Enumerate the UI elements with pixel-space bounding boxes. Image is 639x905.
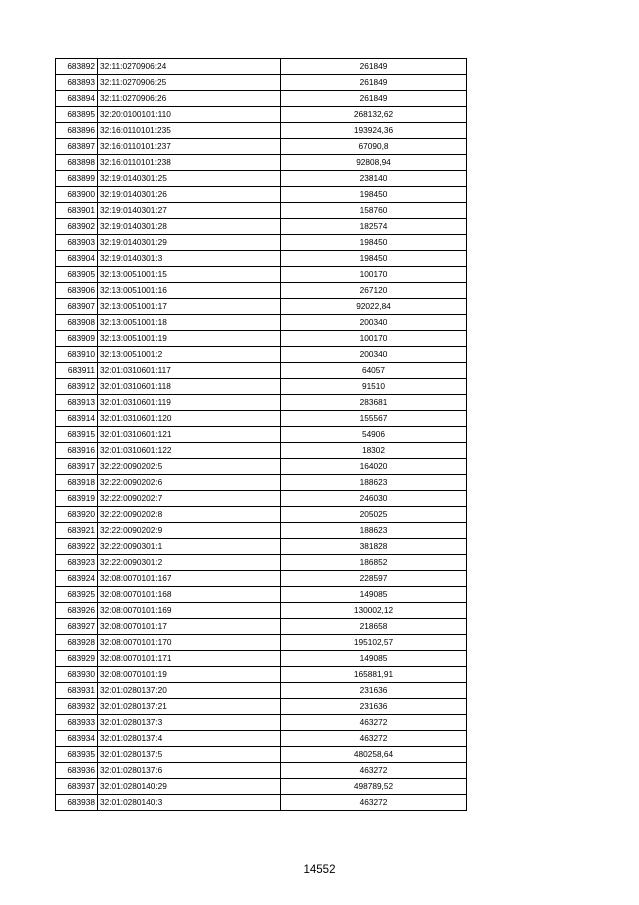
cadastral-number-cell: 32:19:0140301:27 bbox=[98, 203, 281, 219]
table-row bbox=[56, 571, 467, 587]
record-number-cell: 683931 bbox=[56, 683, 98, 699]
cadastral-number-cell: 32:13:0051001:17 bbox=[98, 299, 281, 315]
record-number-cell: 683934 bbox=[56, 731, 98, 747]
table-row bbox=[56, 171, 467, 187]
cadastral-value-cell: 165881,91 bbox=[281, 667, 467, 683]
table-row bbox=[56, 523, 467, 539]
record-number-cell: 683904 bbox=[56, 251, 98, 267]
cadastral-number-cell: 32:01:0280137:3 bbox=[98, 715, 281, 731]
table-row bbox=[56, 603, 467, 619]
registry-table-body bbox=[56, 59, 467, 811]
record-number-cell: 683893 bbox=[56, 75, 98, 91]
cadastral-value-cell: 198450 bbox=[281, 235, 467, 251]
cadastral-value-cell: 67090,8 bbox=[281, 139, 467, 155]
cadastral-value-cell: 195102,57 bbox=[281, 635, 467, 651]
record-number-cell: 683938 bbox=[56, 795, 98, 811]
cadastral-value-cell: 463272 bbox=[281, 763, 467, 779]
cadastral-number-cell: 32:08:0070101:171 bbox=[98, 651, 281, 667]
cadastral-value-cell: 100170 bbox=[281, 267, 467, 283]
cadastral-number-cell: 32:22:0090202:9 bbox=[98, 523, 281, 539]
record-number-cell: 683897 bbox=[56, 139, 98, 155]
record-number-cell: 683900 bbox=[56, 187, 98, 203]
cadastral-value-cell: 155567 bbox=[281, 411, 467, 427]
table-row bbox=[56, 267, 467, 283]
cadastral-number-cell: 32:11:0270906:26 bbox=[98, 91, 281, 107]
cadastral-number-cell: 32:01:0280137:21 bbox=[98, 699, 281, 715]
table-row bbox=[56, 539, 467, 555]
record-number-cell: 683919 bbox=[56, 491, 98, 507]
table-row bbox=[56, 155, 467, 171]
cadastral-value-cell: 268132,62 bbox=[281, 107, 467, 123]
cadastral-value-cell: 198450 bbox=[281, 251, 467, 267]
record-number-cell: 683912 bbox=[56, 379, 98, 395]
record-number-cell: 683907 bbox=[56, 299, 98, 315]
table-row bbox=[56, 283, 467, 299]
cadastral-value-cell: 246030 bbox=[281, 491, 467, 507]
record-number-cell: 683895 bbox=[56, 107, 98, 123]
record-number-cell: 683894 bbox=[56, 91, 98, 107]
record-number-cell: 683913 bbox=[56, 395, 98, 411]
cadastral-value-cell: 261849 bbox=[281, 91, 467, 107]
cadastral-value-cell: 182574 bbox=[281, 219, 467, 235]
record-number-cell: 683935 bbox=[56, 747, 98, 763]
table-row bbox=[56, 587, 467, 603]
table-row bbox=[56, 779, 467, 795]
record-number-cell: 683926 bbox=[56, 603, 98, 619]
table-row bbox=[56, 411, 467, 427]
cadastral-number-cell: 32:22:0090301:1 bbox=[98, 539, 281, 555]
table-row bbox=[56, 683, 467, 699]
cadastral-value-cell: 64057 bbox=[281, 363, 467, 379]
cadastral-number-cell: 32:01:0280140:29 bbox=[98, 779, 281, 795]
cadastral-value-cell: 218658 bbox=[281, 619, 467, 635]
cadastral-value-cell: 198450 bbox=[281, 187, 467, 203]
cadastral-value-cell: 149085 bbox=[281, 651, 467, 667]
cadastral-value-cell: 54906 bbox=[281, 427, 467, 443]
cadastral-value-cell: 381828 bbox=[281, 539, 467, 555]
cadastral-number-cell: 32:08:0070101:167 bbox=[98, 571, 281, 587]
cadastral-number-cell: 32:22:0090202:5 bbox=[98, 459, 281, 475]
table-row bbox=[56, 635, 467, 651]
cadastral-number-cell: 32:16:0110101:238 bbox=[98, 155, 281, 171]
record-number-cell: 683932 bbox=[56, 699, 98, 715]
record-number-cell: 683925 bbox=[56, 587, 98, 603]
cadastral-value-cell: 193924,36 bbox=[281, 123, 467, 139]
cadastral-number-cell: 32:22:0090202:8 bbox=[98, 507, 281, 523]
cadastral-number-cell: 32:20:0100101:110 bbox=[98, 107, 281, 123]
cadastral-number-cell: 32:08:0070101:169 bbox=[98, 603, 281, 619]
table-row bbox=[56, 507, 467, 523]
registry-table bbox=[55, 58, 467, 811]
cadastral-number-cell: 32:08:0070101:170 bbox=[98, 635, 281, 651]
cadastral-value-cell: 200340 bbox=[281, 315, 467, 331]
table-row bbox=[56, 235, 467, 251]
cadastral-number-cell: 32:19:0140301:25 bbox=[98, 171, 281, 187]
cadastral-number-cell: 32:01:0310601:120 bbox=[98, 411, 281, 427]
table-row bbox=[56, 315, 467, 331]
table-row bbox=[56, 363, 467, 379]
record-number-cell: 683933 bbox=[56, 715, 98, 731]
table-row bbox=[56, 475, 467, 491]
record-number-cell: 683922 bbox=[56, 539, 98, 555]
cadastral-value-cell: 149085 bbox=[281, 587, 467, 603]
cadastral-value-cell: 92808,94 bbox=[281, 155, 467, 171]
cadastral-number-cell: 32:16:0110101:235 bbox=[98, 123, 281, 139]
record-number-cell: 683910 bbox=[56, 347, 98, 363]
record-number-cell: 683921 bbox=[56, 523, 98, 539]
record-number-cell: 683906 bbox=[56, 283, 98, 299]
cadastral-value-cell: 463272 bbox=[281, 795, 467, 811]
cadastral-number-cell: 32:11:0270906:25 bbox=[98, 75, 281, 91]
table-row bbox=[56, 619, 467, 635]
cadastral-number-cell: 32:08:0070101:168 bbox=[98, 587, 281, 603]
record-number-cell: 683929 bbox=[56, 651, 98, 667]
table-row bbox=[56, 667, 467, 683]
cadastral-number-cell: 32:22:0090301:2 bbox=[98, 555, 281, 571]
cadastral-value-cell: 480258,64 bbox=[281, 747, 467, 763]
record-number-cell: 683903 bbox=[56, 235, 98, 251]
record-number-cell: 683927 bbox=[56, 619, 98, 635]
record-number-cell: 683896 bbox=[56, 123, 98, 139]
cadastral-value-cell: 158760 bbox=[281, 203, 467, 219]
cadastral-value-cell: 231636 bbox=[281, 683, 467, 699]
cadastral-number-cell: 32:08:0070101:19 bbox=[98, 667, 281, 683]
cadastral-number-cell: 32:19:0140301:28 bbox=[98, 219, 281, 235]
table-row bbox=[56, 731, 467, 747]
table-row bbox=[56, 379, 467, 395]
cadastral-value-cell: 498789,52 bbox=[281, 779, 467, 795]
record-number-cell: 683914 bbox=[56, 411, 98, 427]
cadastral-value-cell: 231636 bbox=[281, 699, 467, 715]
cadastral-value-cell: 261849 bbox=[281, 75, 467, 91]
cadastral-number-cell: 32:13:0051001:2 bbox=[98, 347, 281, 363]
table-row bbox=[56, 763, 467, 779]
table-row bbox=[56, 187, 467, 203]
table-row bbox=[56, 331, 467, 347]
cadastral-value-cell: 130002,12 bbox=[281, 603, 467, 619]
table-row bbox=[56, 747, 467, 763]
table-row bbox=[56, 459, 467, 475]
table-row bbox=[56, 443, 467, 459]
cadastral-value-cell: 463272 bbox=[281, 731, 467, 747]
table-row bbox=[56, 75, 467, 91]
table-row bbox=[56, 91, 467, 107]
cadastral-value-cell: 164020 bbox=[281, 459, 467, 475]
cadastral-value-cell: 186852 bbox=[281, 555, 467, 571]
cadastral-number-cell: 32:22:0090202:7 bbox=[98, 491, 281, 507]
table-row bbox=[56, 699, 467, 715]
table-row bbox=[56, 107, 467, 123]
record-number-cell: 683908 bbox=[56, 315, 98, 331]
cadastral-value-cell: 91510 bbox=[281, 379, 467, 395]
cadastral-value-cell: 188623 bbox=[281, 475, 467, 491]
record-number-cell: 683917 bbox=[56, 459, 98, 475]
record-number-cell: 683899 bbox=[56, 171, 98, 187]
record-number-cell: 683905 bbox=[56, 267, 98, 283]
record-number-cell: 683902 bbox=[56, 219, 98, 235]
record-number-cell: 683909 bbox=[56, 331, 98, 347]
record-number-cell: 683937 bbox=[56, 779, 98, 795]
table-row bbox=[56, 715, 467, 731]
cadastral-value-cell: 100170 bbox=[281, 331, 467, 347]
cadastral-value-cell: 463272 bbox=[281, 715, 467, 731]
record-number-cell: 683930 bbox=[56, 667, 98, 683]
record-number-cell: 683918 bbox=[56, 475, 98, 491]
record-number-cell: 683892 bbox=[56, 59, 98, 75]
cadastral-value-cell: 283681 bbox=[281, 395, 467, 411]
record-number-cell: 683916 bbox=[56, 443, 98, 459]
cadastral-number-cell: 32:01:0280137:20 bbox=[98, 683, 281, 699]
record-number-cell: 683923 bbox=[56, 555, 98, 571]
cadastral-number-cell: 32:13:0051001:16 bbox=[98, 283, 281, 299]
cadastral-number-cell: 32:19:0140301:3 bbox=[98, 251, 281, 267]
cadastral-number-cell: 32:13:0051001:19 bbox=[98, 331, 281, 347]
table-row bbox=[56, 347, 467, 363]
cadastral-number-cell: 32:11:0270906:24 bbox=[98, 59, 281, 75]
record-number-cell: 683898 bbox=[56, 155, 98, 171]
cadastral-number-cell: 32:13:0051001:15 bbox=[98, 267, 281, 283]
cadastral-value-cell: 238140 bbox=[281, 171, 467, 187]
table-row bbox=[56, 219, 467, 235]
record-number-cell: 683920 bbox=[56, 507, 98, 523]
table-row bbox=[56, 203, 467, 219]
record-number-cell: 683924 bbox=[56, 571, 98, 587]
table-row bbox=[56, 795, 467, 811]
cadastral-number-cell: 32:01:0310601:118 bbox=[98, 379, 281, 395]
cadastral-number-cell: 32:01:0280137:4 bbox=[98, 731, 281, 747]
page-number: 14552 bbox=[303, 864, 336, 876]
cadastral-value-cell: 205025 bbox=[281, 507, 467, 523]
cadastral-value-cell: 188623 bbox=[281, 523, 467, 539]
table-row bbox=[56, 395, 467, 411]
cadastral-number-cell: 32:19:0140301:26 bbox=[98, 187, 281, 203]
cadastral-number-cell: 32:01:0280140:3 bbox=[98, 795, 281, 811]
cadastral-number-cell: 32:16:0110101:237 bbox=[98, 139, 281, 155]
record-number-cell: 683936 bbox=[56, 763, 98, 779]
cadastral-number-cell: 32:01:0310601:119 bbox=[98, 395, 281, 411]
table-row bbox=[56, 651, 467, 667]
cadastral-value-cell: 228597 bbox=[281, 571, 467, 587]
table-row bbox=[56, 491, 467, 507]
cadastral-number-cell: 32:01:0280137:6 bbox=[98, 763, 281, 779]
table-row bbox=[56, 299, 467, 315]
cadastral-number-cell: 32:01:0310601:121 bbox=[98, 427, 281, 443]
cadastral-value-cell: 18302 bbox=[281, 443, 467, 459]
cadastral-number-cell: 32:13:0051001:18 bbox=[98, 315, 281, 331]
cadastral-value-cell: 200340 bbox=[281, 347, 467, 363]
table-row bbox=[56, 123, 467, 139]
cadastral-number-cell: 32:08:0070101:17 bbox=[98, 619, 281, 635]
record-number-cell: 683901 bbox=[56, 203, 98, 219]
table-row bbox=[56, 251, 467, 267]
table-row bbox=[56, 139, 467, 155]
cadastral-number-cell: 32:19:0140301:29 bbox=[98, 235, 281, 251]
record-number-cell: 683928 bbox=[56, 635, 98, 651]
cadastral-value-cell: 261849 bbox=[281, 59, 467, 75]
table-row bbox=[56, 59, 467, 75]
cadastral-number-cell: 32:01:0280137:5 bbox=[98, 747, 281, 763]
table-row bbox=[56, 555, 467, 571]
cadastral-number-cell: 32:01:0310601:117 bbox=[98, 363, 281, 379]
cadastral-number-cell: 32:22:0090202:6 bbox=[98, 475, 281, 491]
cadastral-value-cell: 267120 bbox=[281, 283, 467, 299]
table-row bbox=[56, 427, 467, 443]
record-number-cell: 683911 bbox=[56, 363, 98, 379]
record-number-cell: 683915 bbox=[56, 427, 98, 443]
cadastral-number-cell: 32:01:0310601:122 bbox=[98, 443, 281, 459]
cadastral-value-cell: 92022,84 bbox=[281, 299, 467, 315]
